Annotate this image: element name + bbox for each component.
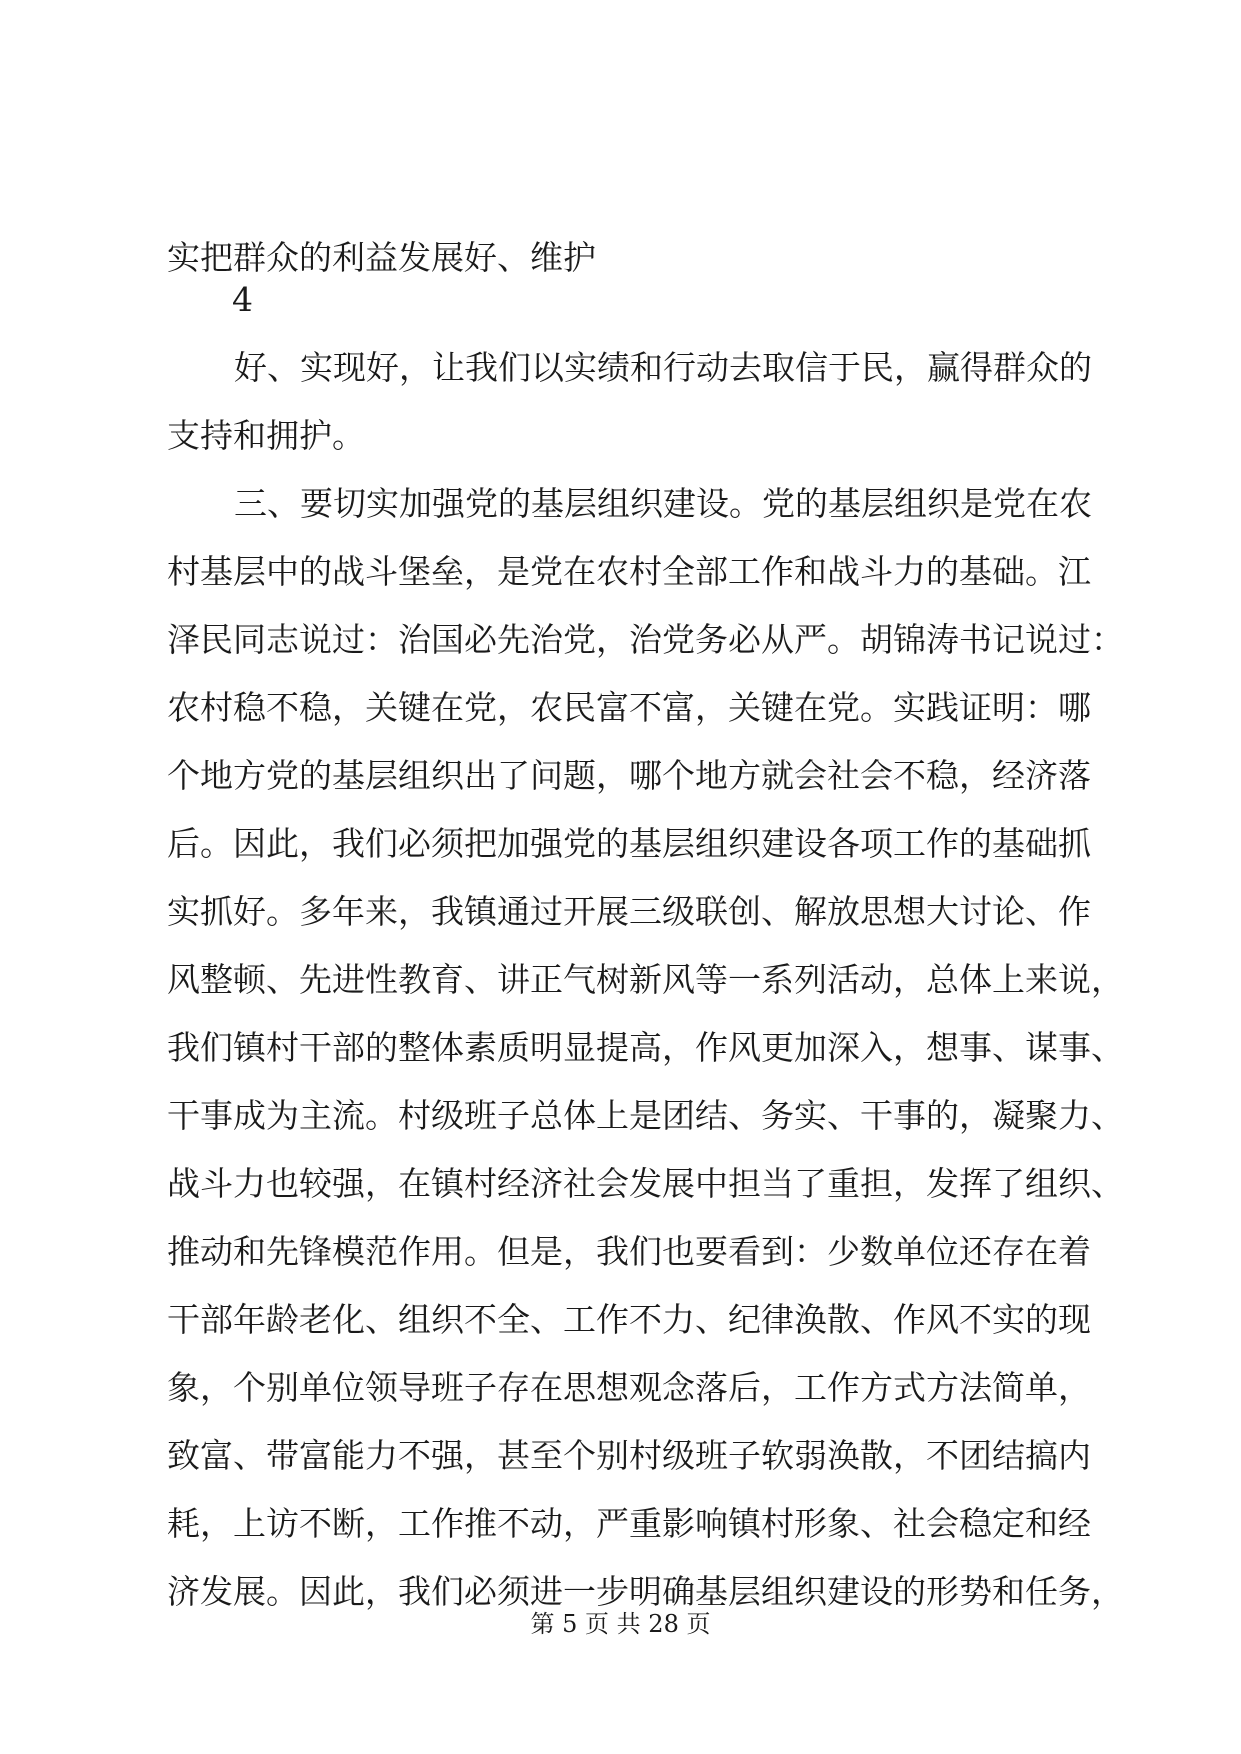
text-line: 干事成为主流。村级班子总体上是团结、务实、干事的，凝聚力、: [167, 1096, 1124, 1135]
text-line: 三、要切实加强党的基层组织建设。党的基层组织是党在农: [234, 484, 1092, 523]
text-line: 推动和先锋模范作用。但是，我们也要看到：少数单位还存在着: [167, 1232, 1091, 1271]
text-line: 耗，上访不断，工作推不动，严重影响镇村形象、社会稳定和经: [167, 1504, 1091, 1543]
text-line: 风整顿、先进性教育、讲正气树新风等一系列活动，总体上来说，: [167, 960, 1124, 999]
text-line: 致富、带富能力不强，甚至个别村级班子软弱涣散，不团结搞内: [167, 1436, 1091, 1475]
text-line: 好、实现好，让我们以实绩和行动去取信于民，赢得群众的: [234, 348, 1092, 387]
text-line: 干部年龄老化、组织不全、工作不力、纪律涣散、作风不实的现: [167, 1300, 1091, 1339]
text-line: 济发展。因此，我们必须进一步明确基层组织建设的形势和任务，: [167, 1572, 1124, 1611]
text-line: 后。因此，我们必须把加强党的基层组织建设各项工作的基础抓: [167, 824, 1091, 863]
text-line: 个地方党的基层组织出了问题，哪个地方就会社会不稳，经济落: [167, 756, 1091, 795]
page-footer: 第 5 页 共 28 页: [530, 1610, 711, 1638]
text-line: 战斗力也较强，在镇村经济社会发展中担当了重担，发挥了组织、: [167, 1164, 1124, 1203]
text-line: 象，个别单位领导班子存在思想观念落后，工作方式方法简单，: [167, 1368, 1091, 1407]
text-line: 我们镇村干部的整体素质明显提高，作风更加深入，想事、谋事、: [167, 1028, 1124, 1067]
inline-page-number: 4: [232, 280, 253, 319]
text-line: 泽民同志说过：治国必先治党，治党务必从严。胡锦涛书记说过：: [167, 620, 1124, 659]
text-line: 实把群众的利益发展好、维护: [167, 238, 596, 277]
text-line: 实抓好。多年来，我镇通过开展三级联创、解放思想大讨论、作: [167, 892, 1091, 931]
text-line: 农村稳不稳，关键在党，农民富不富，关键在党。实践证明：哪: [167, 688, 1091, 727]
text-line: 村基层中的战斗堡垒，是党在农村全部工作和战斗力的基础。江: [167, 552, 1091, 591]
text-line: 支持和拥护。: [167, 416, 365, 455]
